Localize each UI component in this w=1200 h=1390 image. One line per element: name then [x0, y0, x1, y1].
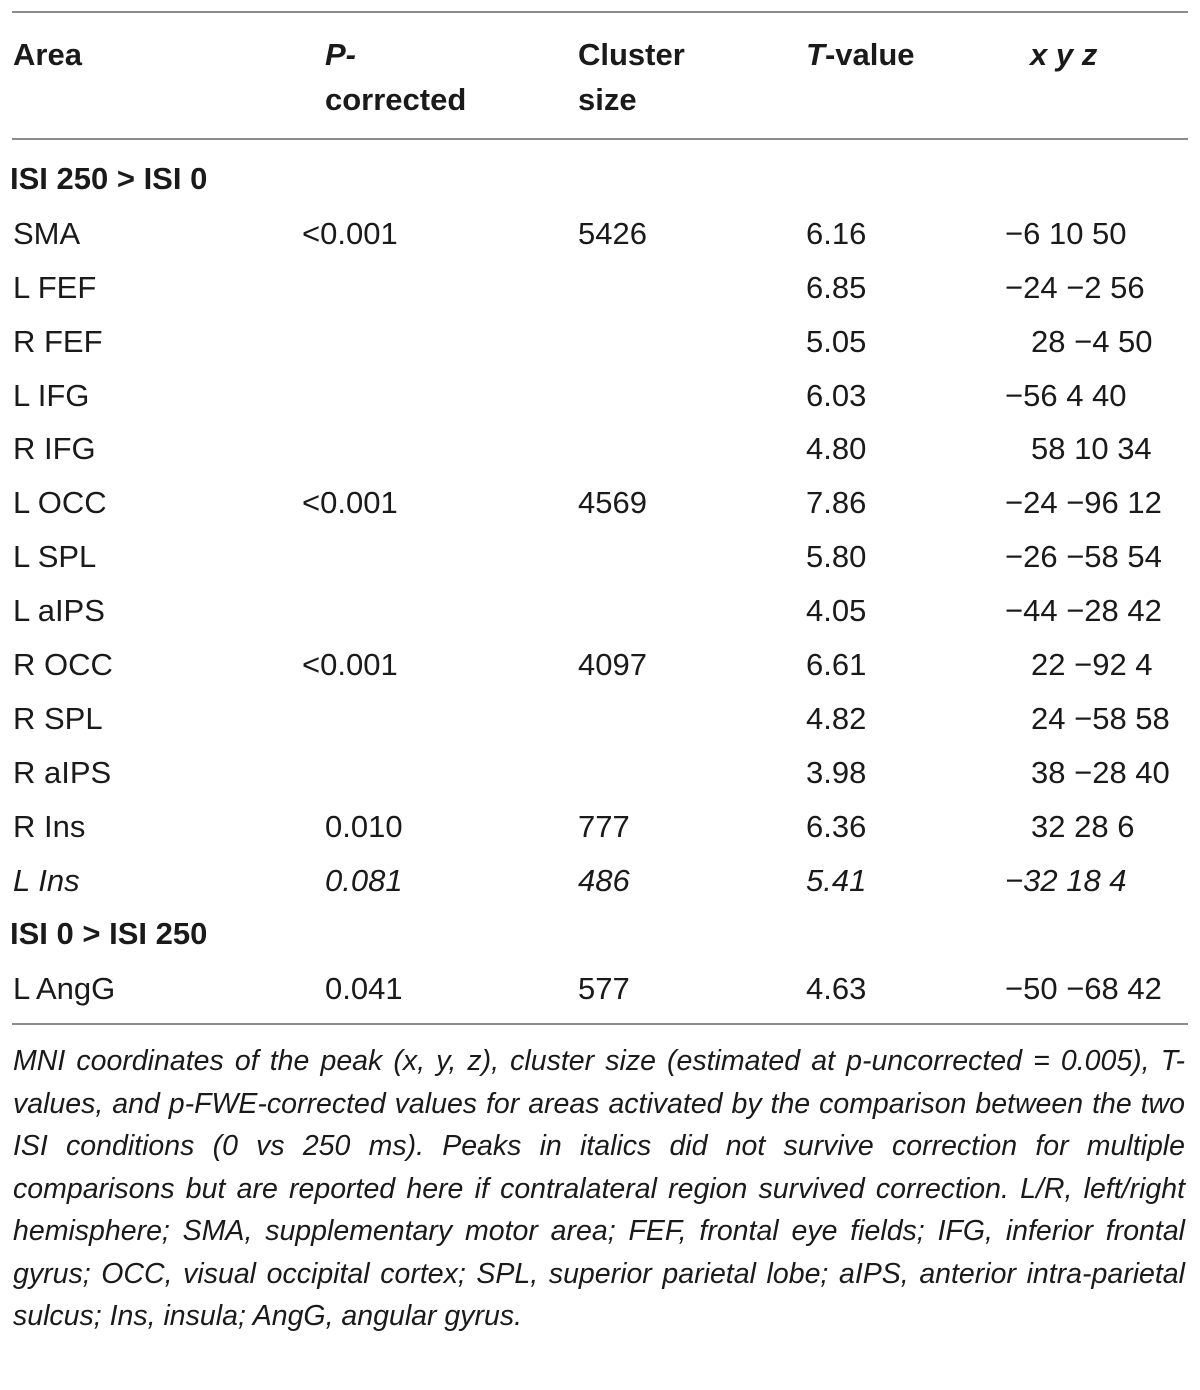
table-bottom-rule [12, 1023, 1188, 1025]
cell-p: 0.041 [325, 971, 403, 1006]
table-row [0, 422, 1200, 476]
cell-t: 5.05 [806, 324, 867, 359]
cell-p: <0.001 [302, 216, 398, 251]
cell-p: 0.081 [325, 863, 403, 898]
table-row [0, 530, 1200, 584]
cell-xyz: −24 −2 56 [1005, 270, 1145, 305]
header-size-line1: Cluster [578, 37, 685, 72]
table-row [0, 315, 1200, 369]
header-p-corrected [325, 32, 466, 122]
table-row [0, 746, 1200, 800]
table-row [0, 800, 1200, 854]
cell-xyz: −26 −58 54 [1005, 539, 1162, 574]
cell-xyz: 24 −58 58 [1031, 701, 1170, 736]
cell-area: L AngG [13, 971, 116, 1006]
header-area: Area [13, 37, 82, 72]
table-top-rule [12, 11, 1188, 13]
cell-area: L SPL [13, 539, 97, 574]
header-t-value [806, 32, 915, 77]
cell-t: 7.86 [806, 485, 867, 520]
cell-t: 3.98 [806, 755, 867, 790]
cell-area: L Ins [13, 863, 80, 898]
cell-xyz: 32 28 6 [1031, 809, 1135, 844]
header-cluster-size [578, 32, 685, 122]
cell-t: 4.82 [806, 701, 867, 736]
table-row [0, 638, 1200, 692]
cell-area: L FEF [13, 270, 97, 305]
header-xyz: x y z [1030, 37, 1098, 72]
cell-area: R IFG [13, 431, 96, 466]
cell-size: 577 [578, 971, 630, 1006]
cell-t: 4.05 [806, 593, 867, 628]
cell-size: 777 [578, 809, 630, 844]
cell-area: SMA [13, 216, 81, 251]
cell-t: 4.63 [806, 971, 867, 1006]
header-t-suffix: -value [824, 37, 915, 72]
cell-xyz: −6 10 50 [1005, 216, 1127, 251]
cell-area: R aIPS [13, 755, 112, 790]
table-row [0, 261, 1200, 315]
cell-area: R FEF [13, 324, 103, 359]
header-size-line2: size [578, 82, 637, 117]
table-row [0, 369, 1200, 423]
cell-t: 5.41 [806, 863, 867, 898]
cell-p: 0.010 [325, 809, 403, 844]
cell-xyz: 58 10 34 [1031, 431, 1152, 466]
cell-p: <0.001 [302, 485, 398, 520]
cell-t: 6.85 [806, 270, 867, 305]
cell-size: 5426 [578, 216, 647, 251]
cell-t: 5.80 [806, 539, 867, 574]
header-p-line2: corrected [325, 82, 467, 117]
cell-size: 4569 [578, 485, 647, 520]
cell-t: 6.36 [806, 809, 867, 844]
cell-t: 6.03 [806, 378, 867, 413]
cell-area: R Ins [13, 809, 86, 844]
cell-area: L aIPS [13, 593, 105, 628]
table-row [0, 584, 1200, 638]
cell-xyz: −32 18 4 [1005, 863, 1127, 898]
cell-area: L IFG [13, 378, 90, 413]
header-p-line1: P- [325, 37, 356, 72]
section-title-isi250-gt-isi0: ISI 250 > ISI 0 [10, 161, 208, 196]
cell-area: R OCC [13, 647, 113, 682]
table-footnote: MNI coordinates of the peak (x, y, z), cluster size (estimated at p-uncorrected = 0.005), T-values, and p-FWE-corrected values for areas activated by the comparison between the two ISI conditions (0 vs 250 ms). Peaks in italics did not survive correction for multiple comparisons but are reported here if contralateral region survived correction. L/R, left/right hemisphere; SMA, supplementary motor area; FEF, frontal eye fields; IFG, inferior frontal gyrus; OCC, visual occipital cortex; SPL, superior parietal lobe; aIPS, anterior intra-parietal sulcus; Ins, insula; AngG, angular gyrus. [13, 1045, 1185, 1332]
cell-xyz: −44 −28 42 [1005, 593, 1162, 628]
cell-size: 486 [578, 863, 630, 898]
cell-xyz: −24 −96 12 [1005, 485, 1162, 520]
cell-xyz: 22 −92 4 [1031, 647, 1153, 682]
cell-xyz: 28 −4 50 [1031, 324, 1153, 359]
table-row [0, 207, 1200, 261]
cell-t: 4.80 [806, 431, 867, 466]
table-row [0, 962, 1200, 1016]
table-header-rule [12, 138, 1188, 140]
table-row [0, 476, 1200, 530]
cell-xyz: −50 −68 42 [1005, 971, 1162, 1006]
cell-t: 6.61 [806, 647, 867, 682]
cell-xyz: −56 4 40 [1005, 378, 1127, 413]
table-row-italic [0, 854, 1200, 908]
cell-area: R SPL [13, 701, 103, 736]
section-title-isi0-gt-isi250: ISI 0 > ISI 250 [10, 916, 208, 951]
cell-xyz: 38 −28 40 [1031, 755, 1170, 790]
cell-p: <0.001 [302, 647, 398, 682]
header-t-prefix: T [806, 37, 825, 72]
table-row [0, 692, 1200, 746]
cell-size: 4097 [578, 647, 647, 682]
cell-area: L OCC [13, 485, 107, 520]
cell-t: 6.16 [806, 216, 867, 251]
